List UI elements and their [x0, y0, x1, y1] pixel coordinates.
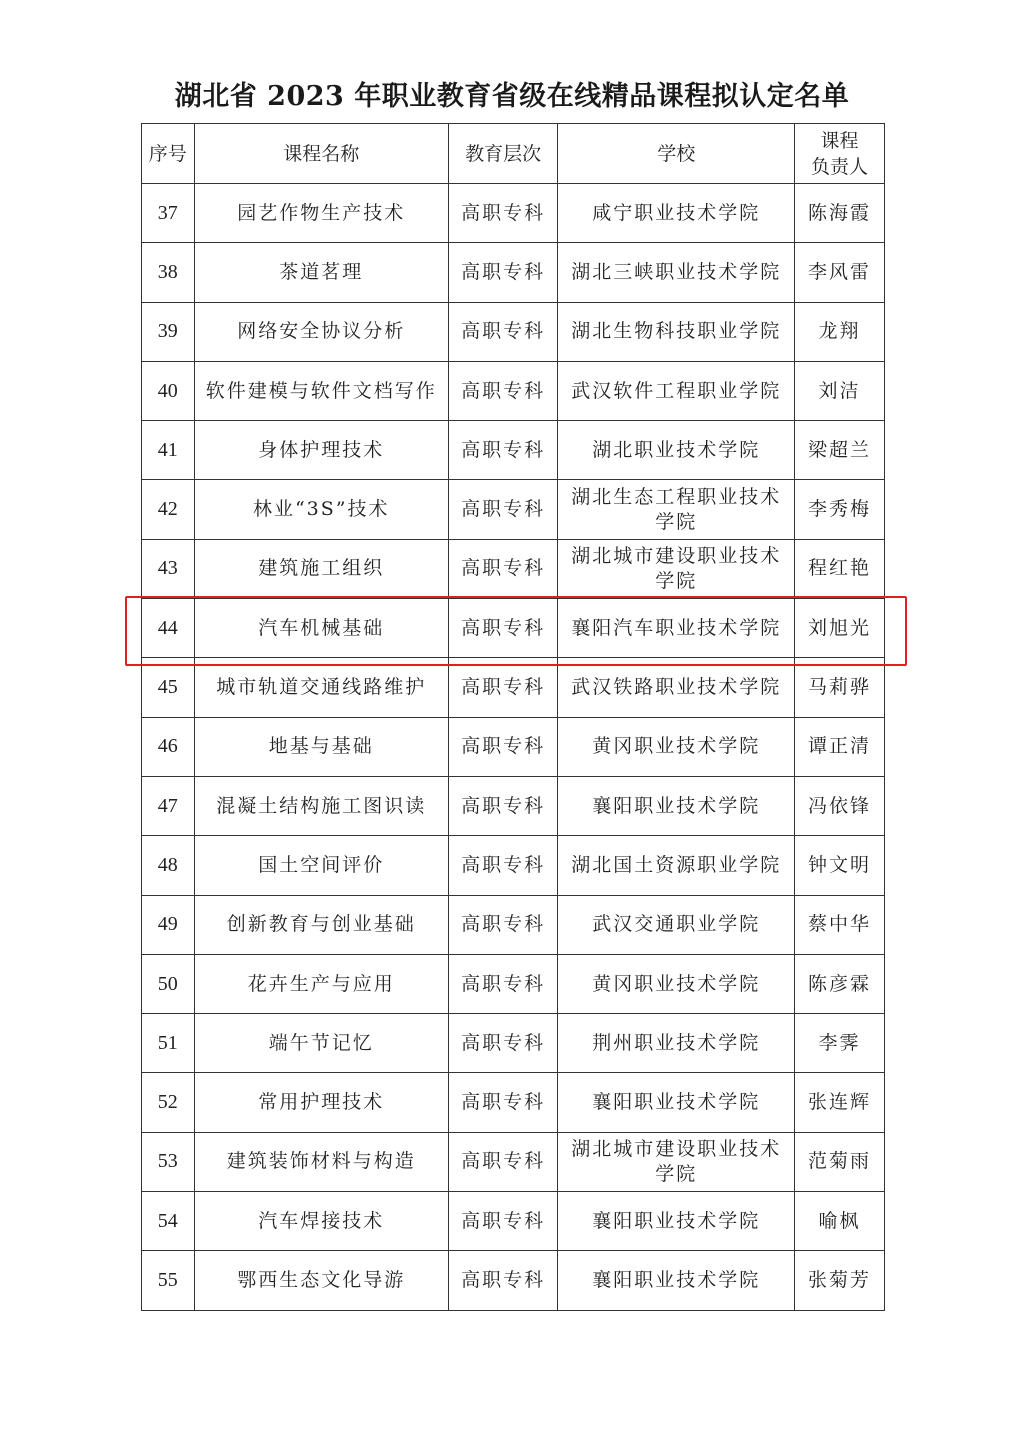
table-row	[142, 599, 885, 658]
table-row	[142, 184, 885, 243]
course-table	[141, 123, 885, 1311]
row-level: 高职专科	[448, 1014, 558, 1073]
row-index: 44	[142, 599, 195, 658]
row-school: 襄阳职业技术学院	[558, 776, 795, 835]
table-row	[142, 1192, 885, 1251]
row-index: 42	[142, 480, 195, 539]
row-course: 身体护理技术	[194, 421, 448, 480]
header-school: 学校	[558, 124, 795, 184]
table-row	[142, 776, 885, 835]
header-level: 教育层次	[448, 124, 558, 184]
row-index: 47	[142, 776, 195, 835]
row-index: 52	[142, 1073, 195, 1132]
row-course: 地基与基础	[194, 717, 448, 776]
header-course: 课程名称	[194, 124, 448, 184]
row-school: 湖北国土资源职业学院	[558, 836, 795, 895]
row-leader: 张菊芳	[795, 1251, 885, 1310]
row-level: 高职专科	[448, 1073, 558, 1132]
row-index: 50	[142, 954, 195, 1013]
row-leader: 程红艳	[795, 539, 885, 598]
row-level: 高职专科	[448, 658, 558, 717]
row-index: 41	[142, 421, 195, 480]
row-index: 37	[142, 184, 195, 243]
table-row	[142, 1073, 885, 1132]
table-row	[142, 836, 885, 895]
row-leader: 李风雷	[795, 243, 885, 302]
row-index: 54	[142, 1192, 195, 1251]
row-school: 武汉铁路职业技术学院	[558, 658, 795, 717]
row-course: 国土空间评价	[194, 836, 448, 895]
row-leader: 梁超兰	[795, 421, 885, 480]
row-index: 51	[142, 1014, 195, 1073]
row-index: 45	[142, 658, 195, 717]
row-school: 襄阳职业技术学院	[558, 1073, 795, 1132]
row-index: 49	[142, 895, 195, 954]
table-row	[142, 954, 885, 1013]
row-school: 湖北三峡职业技术学院	[558, 243, 795, 302]
row-school: 咸宁职业技术学院	[558, 184, 795, 243]
row-leader: 喻枫	[795, 1192, 885, 1251]
row-leader: 范菊雨	[795, 1132, 885, 1191]
row-school: 襄阳职业技术学院	[558, 1192, 795, 1251]
row-level: 高职专科	[448, 717, 558, 776]
row-course: 汽车焊接技术	[194, 1192, 448, 1251]
row-course: 端午节记忆	[194, 1014, 448, 1073]
row-leader: 陈海霞	[795, 184, 885, 243]
header-leader	[795, 124, 885, 184]
row-school: 湖北生物科技职业学院	[558, 302, 795, 361]
row-school: 黄冈职业技术学院	[558, 954, 795, 1013]
row-leader: 张连辉	[795, 1073, 885, 1132]
row-course: 常用护理技术	[194, 1073, 448, 1132]
table-row	[142, 421, 885, 480]
row-school: 湖北城市建设职业技术学院	[558, 1132, 795, 1191]
row-index: 38	[142, 243, 195, 302]
table-row	[142, 539, 885, 598]
row-course: 建筑装饰材料与构造	[194, 1132, 448, 1191]
row-course: 茶道茗理	[194, 243, 448, 302]
table-row	[142, 361, 885, 420]
row-level: 高职专科	[448, 1251, 558, 1310]
page-title: 湖北省 2023 年职业教育省级在线精品课程拟认定名单	[174, 81, 850, 112]
row-level: 高职专科	[448, 836, 558, 895]
table-row	[142, 658, 885, 717]
row-leader: 刘旭光	[795, 599, 885, 658]
table-row	[142, 717, 885, 776]
row-course: 汽车机械基础	[194, 599, 448, 658]
row-index: 43	[142, 539, 195, 598]
row-level: 高职专科	[448, 421, 558, 480]
row-leader: 钟文明	[795, 836, 885, 895]
row-course: 网络安全协议分析	[194, 302, 448, 361]
row-school: 黄冈职业技术学院	[558, 717, 795, 776]
row-school: 襄阳职业技术学院	[558, 1251, 795, 1310]
table-row	[142, 302, 885, 361]
table-row	[142, 895, 885, 954]
row-school: 荆州职业技术学院	[558, 1014, 795, 1073]
row-school: 湖北城市建设职业技术学院	[558, 539, 795, 598]
row-school: 襄阳汽车职业技术学院	[558, 599, 795, 658]
row-level: 高职专科	[448, 243, 558, 302]
row-course: 鄂西生态文化导游	[194, 1251, 448, 1310]
row-school: 武汉软件工程职业学院	[558, 361, 795, 420]
row-leader: 谭正清	[795, 717, 885, 776]
row-course: 创新教育与创业基础	[194, 895, 448, 954]
row-course: 林业“3S”技术	[194, 480, 448, 539]
row-course: 城市轨道交通线路维护	[194, 658, 448, 717]
row-leader: 龙翔	[795, 302, 885, 361]
header-index: 序号	[142, 124, 195, 184]
row-index: 53	[142, 1132, 195, 1191]
table-row	[142, 480, 885, 539]
table-row	[142, 243, 885, 302]
row-index: 46	[142, 717, 195, 776]
row-level: 高职专科	[448, 1192, 558, 1251]
row-level: 高职专科	[448, 480, 558, 539]
row-leader: 马莉骅	[795, 658, 885, 717]
row-school: 湖北生态工程职业技术学院	[558, 480, 795, 539]
table-row	[142, 1014, 885, 1073]
row-course: 花卉生产与应用	[194, 954, 448, 1013]
row-index: 39	[142, 302, 195, 361]
row-level: 高职专科	[448, 539, 558, 598]
row-leader: 刘洁	[795, 361, 885, 420]
row-level: 高职专科	[448, 954, 558, 1013]
header-leader-line2: 负责人	[811, 155, 869, 178]
row-level: 高职专科	[448, 895, 558, 954]
header-leader-line1: 课程	[820, 129, 859, 152]
row-level: 高职专科	[448, 184, 558, 243]
table-body	[142, 184, 885, 1311]
row-leader: 李秀梅	[795, 480, 885, 539]
row-level: 高职专科	[448, 302, 558, 361]
row-index: 40	[142, 361, 195, 420]
row-index: 48	[142, 836, 195, 895]
row-course: 园艺作物生产技术	[194, 184, 448, 243]
row-leader: 陈彦霖	[795, 954, 885, 1013]
row-leader: 冯依锋	[795, 776, 885, 835]
row-level: 高职专科	[448, 361, 558, 420]
row-level: 高职专科	[448, 776, 558, 835]
table-row	[142, 1251, 885, 1310]
table-row	[142, 1132, 885, 1191]
table-header-row	[142, 124, 885, 184]
row-leader: 李霁	[795, 1014, 885, 1073]
row-course: 混凝土结构施工图识读	[194, 776, 448, 835]
row-index: 55	[142, 1251, 195, 1310]
row-course: 建筑施工组织	[194, 539, 448, 598]
row-school: 武汉交通职业学院	[558, 895, 795, 954]
row-level: 高职专科	[448, 1132, 558, 1191]
row-level: 高职专科	[448, 599, 558, 658]
row-leader: 蔡中华	[795, 895, 885, 954]
row-school: 湖北职业技术学院	[558, 421, 795, 480]
row-course: 软件建模与软件文档写作	[194, 361, 448, 420]
